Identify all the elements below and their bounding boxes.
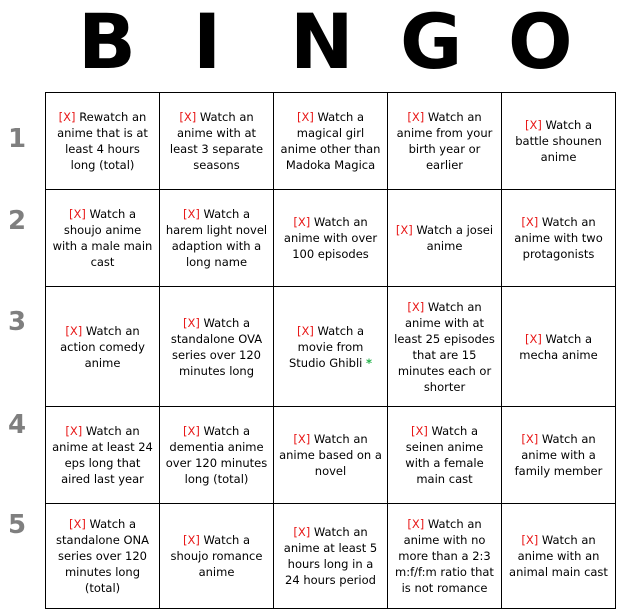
bingo-row-4 (46, 407, 616, 504)
cell-text: Watch a battle shounen anime (515, 118, 602, 164)
title-letter-o: O (508, 0, 573, 86)
checkbox-mark: [X] (407, 517, 425, 531)
checkbox-mark: [X] (68, 207, 86, 221)
checkbox-mark: [X] (182, 424, 200, 438)
cell-text: Watch a magical girl anime other than Madoka Magica (280, 110, 381, 172)
row-label-5: 5 (7, 510, 27, 540)
checkbox-mark: [X] (182, 533, 200, 547)
checkbox-mark: [X] (521, 432, 539, 446)
checkbox-mark: [X] (182, 315, 200, 330)
cell-text: Watch an anime with a family member (514, 432, 603, 478)
checkbox-mark: [X] (524, 118, 542, 132)
bingo-cell[interactable] (46, 407, 160, 504)
cell-text: Watch a shoujo anime with a male main cast (52, 207, 153, 269)
title-letter-b: B (78, 0, 136, 86)
bingo-cell[interactable] (502, 93, 616, 190)
checkbox-mark: [X] (524, 331, 542, 346)
bingo-cell[interactable] (502, 287, 616, 407)
cell-text: Watch an anime with an animal main cast (509, 533, 608, 579)
bingo-row-3 (46, 287, 616, 407)
bingo-cell[interactable] (274, 407, 388, 504)
checkbox-mark: [X] (68, 517, 86, 531)
cell-text: Watch a harem light novel adaption with a long name (165, 207, 268, 269)
cell-text: Rewatch an anime that is at least 4 hours long (total) (57, 110, 148, 172)
cell-text: Watch a josei anime (416, 223, 494, 253)
bingo-cell[interactable] (388, 504, 502, 609)
cell-text: Watch a shoujo romance anime (170, 533, 263, 579)
checkbox-mark: [X] (293, 432, 311, 446)
cell-text: Watch an anime with at least 25 episodes that are 15 minutes each or shorter (394, 299, 495, 394)
bingo-grid (45, 92, 616, 609)
bingo-cell[interactable] (160, 190, 274, 287)
bingo-cell[interactable] (46, 93, 160, 190)
bingo-cell[interactable] (388, 190, 502, 287)
bingo-cell[interactable] (388, 93, 502, 190)
bingo-cell[interactable] (160, 504, 274, 609)
cell-text: Watch an anime at least 5 hours long in a 24 hours period (283, 525, 378, 587)
bingo-cell[interactable] (502, 190, 616, 287)
cell-text: Watch an anime with at least 3 separate seasons (169, 110, 264, 172)
cell-text: Watch an anime with over 100 episodes (283, 215, 378, 261)
bingo-row-1 (46, 93, 616, 190)
checkbox-mark: [X] (179, 110, 197, 124)
checkbox-mark: [X] (296, 323, 314, 338)
row-label-3: 3 (7, 307, 27, 337)
row-label-1: 1 (7, 124, 27, 154)
title-letter-n: N (290, 0, 354, 86)
bingo-cell[interactable] (274, 93, 388, 190)
checkbox-mark: [X] (395, 223, 413, 237)
cell-text: Watch an anime at least 24 eps long that aired last year (52, 424, 153, 486)
checkbox-mark: [X] (65, 424, 83, 438)
cell-text: Watch a seinen anime with a female main cast (405, 424, 484, 486)
checkbox-mark: [X] (182, 207, 200, 221)
bingo-cell[interactable] (274, 504, 388, 609)
checkbox-mark: [X] (521, 533, 539, 547)
bingo-cell[interactable] (160, 287, 274, 407)
checkbox-mark: [X] (407, 299, 425, 314)
bingo-row-5 (46, 504, 616, 609)
star-icon: * (366, 355, 373, 370)
bingo-cell[interactable] (46, 287, 160, 407)
cell-text: Watch an anime with two protagonists (514, 215, 603, 261)
cell-text: Watch a dementia anime over 120 minutes long (total) (165, 424, 268, 486)
cell-text: Watch an anime from your birth year or earlier (396, 110, 493, 172)
bingo-cell[interactable] (46, 504, 160, 609)
cell-text: Watch a mecha anime (519, 331, 598, 362)
checkbox-mark: [X] (407, 110, 425, 124)
cell-text: Watch an anime with no more than a 2:3 m:f/f:m ratio that is not romance (395, 517, 494, 595)
checkbox-mark: [X] (410, 424, 428, 438)
bingo-row-2 (46, 190, 616, 287)
cell-text: Watch a standalone ONA series over 120 minutes long (total) (56, 517, 149, 595)
bingo-title (0, 0, 617, 86)
cell-text: Watch a movie from Studio Ghibli (288, 323, 365, 370)
bingo-cell[interactable] (388, 407, 502, 504)
bingo-cell[interactable] (502, 407, 616, 504)
cell-text: Watch a standalone OVA series over 120 minutes long (170, 315, 263, 378)
bingo-cell[interactable] (46, 190, 160, 287)
bingo-cell[interactable] (502, 504, 616, 609)
checkbox-mark: [X] (65, 323, 83, 338)
checkbox-mark: [X] (296, 110, 314, 124)
cell-text: Watch an anime based on a novel (279, 432, 382, 478)
bingo-cell[interactable] (160, 407, 274, 504)
checkbox-mark: [X] (293, 525, 311, 539)
bingo-cell[interactable] (388, 287, 502, 407)
cell-text: Watch an action comedy anime (60, 323, 145, 370)
checkbox-mark: [X] (521, 215, 539, 229)
title-letter-i: I (193, 0, 222, 86)
row-label-2: 2 (7, 206, 27, 236)
row-label-4: 4 (7, 410, 27, 440)
checkbox-mark: [X] (293, 215, 311, 229)
bingo-cell[interactable] (274, 190, 388, 287)
title-letter-g: G (400, 0, 463, 86)
bingo-cell[interactable] (160, 93, 274, 190)
checkbox-mark: [X] (58, 110, 76, 124)
bingo-cell[interactable] (274, 287, 388, 407)
